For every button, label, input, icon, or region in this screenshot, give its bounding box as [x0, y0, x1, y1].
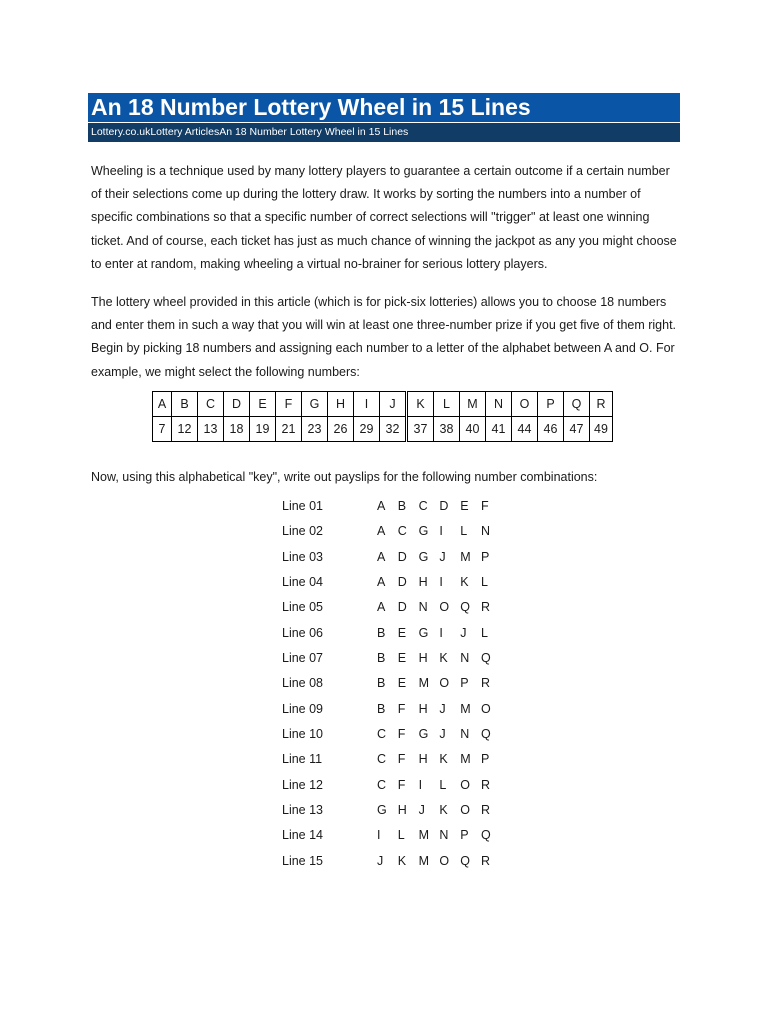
line-letter: B: [377, 625, 386, 640]
line-letter: R: [480, 600, 491, 615]
line-label: Line 15: [282, 853, 324, 868]
line-letter: M: [418, 853, 430, 868]
line-letter: A: [377, 600, 386, 615]
line-label: Line 02: [282, 524, 324, 539]
key-letter-cell: H: [328, 392, 354, 417]
line-letter: C: [418, 499, 428, 513]
key-number-cell: 44: [512, 417, 538, 442]
combination-row: [282, 671, 502, 696]
line-letter: B: [377, 651, 386, 666]
line-letter: F: [397, 752, 406, 767]
line-letter: E: [460, 499, 469, 513]
line-letter: K: [439, 752, 448, 767]
page-title: An 18 Number Lottery Wheel in 15 Lines: [88, 93, 680, 122]
payslips-paragraph: Now, using this alphabetical "key", write out payslips for the following number combinations:: [91, 470, 598, 484]
breadcrumb[interactable]: Lottery.co.ukLottery ArticlesAn 18 Number Lottery Wheel in 15 Lines: [88, 123, 680, 142]
line-letter: M: [418, 676, 430, 691]
line-letter: N: [460, 727, 470, 742]
line-label: Line 14: [282, 828, 324, 843]
line-letter: L: [397, 828, 405, 843]
line-letter: O: [439, 600, 450, 615]
line-letter: B: [377, 676, 386, 691]
key-number-cell: 26: [328, 417, 354, 442]
key-number-cell: 37: [407, 417, 434, 442]
combination-row: [282, 823, 502, 848]
combination-list: [282, 494, 502, 874]
line-label: Line 05: [282, 600, 324, 615]
line-letter: Q: [480, 828, 491, 843]
key-number-cell: 7: [153, 417, 172, 442]
line-letter: P: [480, 549, 490, 564]
line-letter: H: [397, 803, 407, 818]
line-letter: H: [418, 575, 428, 590]
line-letter: O: [439, 853, 450, 868]
line-label: Line 07: [282, 651, 324, 666]
key-letter-cell: O: [512, 392, 538, 417]
key-letter-cell: P: [538, 392, 564, 417]
combination-row: [282, 570, 502, 595]
line-letter: A: [377, 575, 386, 590]
line-letter: I: [439, 524, 443, 539]
key-letter-cell: N: [486, 392, 512, 417]
line-label: Line 04: [282, 575, 324, 590]
line-letter: R: [480, 853, 491, 868]
line-letter: L: [480, 625, 488, 640]
line-letter: O: [460, 777, 470, 792]
line-letter: I: [418, 777, 423, 792]
line-letter: J: [377, 853, 384, 868]
combination-row: [282, 545, 502, 570]
line-letter: A: [377, 549, 386, 564]
line-label: Line 10: [282, 727, 324, 742]
line-letter: G: [377, 803, 387, 818]
line-label: Line 13: [282, 803, 324, 818]
key-letter-cell: R: [590, 392, 613, 417]
line-letter: H: [418, 701, 428, 716]
key-letters-row: [153, 392, 613, 417]
key-number-cell: 49: [590, 417, 613, 442]
line-letter: M: [460, 701, 471, 716]
line-letter: P: [480, 752, 490, 767]
line-letter: J: [439, 549, 446, 564]
line-letter: K: [460, 575, 469, 590]
line-letter: D: [397, 600, 407, 615]
line-letter: J: [439, 727, 446, 742]
line-letter: G: [418, 625, 429, 640]
line-letter: P: [460, 676, 469, 691]
line-letter: N: [480, 524, 491, 539]
combination-row: [282, 722, 502, 747]
key-letter-cell: F: [276, 392, 302, 417]
line-letter: O: [439, 676, 450, 691]
key-number-cell: 32: [380, 417, 407, 442]
key-number-cell: 12: [172, 417, 198, 442]
line-letter: L: [439, 777, 447, 792]
line-letter: D: [397, 575, 407, 590]
line-label: Line 11: [282, 752, 323, 767]
key-letter-cell: J: [380, 392, 407, 417]
line-letter: M: [460, 752, 471, 767]
key-letter-cell: E: [250, 392, 276, 417]
key-letter-cell: M: [460, 392, 486, 417]
line-letter: H: [418, 651, 428, 666]
line-letter: F: [397, 777, 406, 792]
key-letter-cell: C: [198, 392, 224, 417]
line-letter: P: [460, 828, 469, 843]
key-letter-cell: G: [302, 392, 328, 417]
line-letter: E: [397, 651, 407, 666]
key-letter-cell: D: [224, 392, 250, 417]
key-letter-cell: I: [354, 392, 380, 417]
line-letter: B: [377, 701, 386, 716]
key-number-cell: 46: [538, 417, 564, 442]
line-letter: K: [397, 853, 407, 868]
key-number-cell: 41: [486, 417, 512, 442]
key-number-cell: 47: [564, 417, 590, 442]
combination-row: [282, 494, 502, 519]
line-label: Line 08: [282, 676, 324, 691]
line-letter: R: [480, 676, 491, 691]
line-letter: B: [397, 499, 407, 513]
line-letter: C: [397, 524, 407, 539]
key-letter-cell: K: [407, 392, 434, 417]
line-letter: Q: [480, 727, 491, 742]
line-letter: A: [377, 499, 386, 513]
line-letter: O: [460, 803, 470, 818]
line-letter: M: [418, 828, 430, 843]
key-number-cell: 13: [198, 417, 224, 442]
line-letter: R: [480, 777, 491, 792]
key-number-cell: 18: [224, 417, 250, 442]
line-letter: M: [460, 549, 471, 564]
combination-row: [282, 646, 502, 671]
line-letter: O: [480, 701, 491, 716]
line-letter: J: [418, 803, 425, 818]
line-letter: J: [439, 701, 446, 716]
key-letter-cell: L: [434, 392, 460, 417]
line-letter: F: [397, 701, 406, 716]
line-label: Line 12: [282, 777, 324, 792]
key-number-cell: 21: [276, 417, 302, 442]
key-number-cell: 19: [250, 417, 276, 442]
line-letter: Q: [460, 600, 470, 615]
line-letter: Q: [480, 651, 491, 666]
line-letter: L: [460, 524, 468, 539]
line-letter: F: [480, 499, 489, 513]
intro-paragraph: Wheeling is a technique used by many lottery players to guarantee a certain outcome if a certain number of their selections come up during the lottery draw. It works by sorting the numbers into a number of specific combinations so that a specific number of correct selections will "trigger" at least one winning ticket. And of course, each ticket has just as much chance of winning the jackpot as any you might choose to enter at random, making wheeling a virtual no-brainer for serious lottery players.: [91, 164, 677, 271]
combination-row: [282, 849, 502, 874]
combination-row: [282, 697, 502, 722]
line-letter: C: [377, 727, 387, 742]
combination-row: [282, 747, 502, 772]
line-letter: N: [418, 600, 428, 615]
line-letter: K: [439, 803, 448, 818]
line-letter: C: [377, 752, 387, 767]
line-letter: H: [418, 752, 428, 767]
line-letter: I: [439, 625, 443, 640]
line-label: Line 06: [282, 625, 324, 640]
key-number-cell: 38: [434, 417, 460, 442]
line-letter: D: [439, 499, 449, 513]
line-letter: D: [397, 549, 407, 564]
line-letter: J: [460, 625, 467, 640]
key-numbers-row: [153, 417, 613, 442]
line-letter: A: [377, 524, 386, 539]
wheel-paragraph: The lottery wheel provided in this article (which is for pick-six lotteries) allows you to choose 18 numbers and enter them in such a way that you will win at least one three-number prize if you get five of them right. Begin by picking 18 numbers and assigning each number to a letter of the alphabet between A and O. For example, we might select the following numbers:: [91, 295, 677, 379]
line-letter: N: [460, 651, 470, 666]
line-letter: I: [439, 575, 443, 590]
line-letter: F: [397, 727, 406, 742]
key-number-cell: 23: [302, 417, 328, 442]
line-label: Line 03: [282, 549, 324, 564]
line-letter: E: [397, 676, 407, 691]
line-letter: R: [480, 803, 491, 818]
line-label: Line 01: [282, 499, 324, 513]
key-letter-cell: Q: [564, 392, 590, 417]
line-letter: N: [439, 828, 449, 843]
key-table: [152, 391, 613, 442]
line-letter: G: [418, 549, 429, 564]
line-letter: C: [377, 777, 387, 792]
line-letter: E: [397, 625, 407, 640]
line-letter: G: [418, 524, 429, 539]
key-letter-cell: A: [153, 392, 172, 417]
line-letter: L: [480, 575, 488, 590]
combination-row: [282, 595, 502, 620]
line-letter: I: [377, 828, 381, 843]
line-letter: Q: [460, 853, 470, 868]
key-letter-cell: B: [172, 392, 198, 417]
line-label: Line 09: [282, 701, 324, 716]
key-number-cell: 40: [460, 417, 486, 442]
combination-row: [282, 798, 502, 823]
combination-row: [282, 773, 502, 798]
line-letter: K: [439, 651, 448, 666]
combination-row: [282, 621, 502, 646]
line-letter: G: [418, 727, 429, 742]
combination-row: [282, 519, 502, 544]
key-number-cell: 29: [354, 417, 380, 442]
